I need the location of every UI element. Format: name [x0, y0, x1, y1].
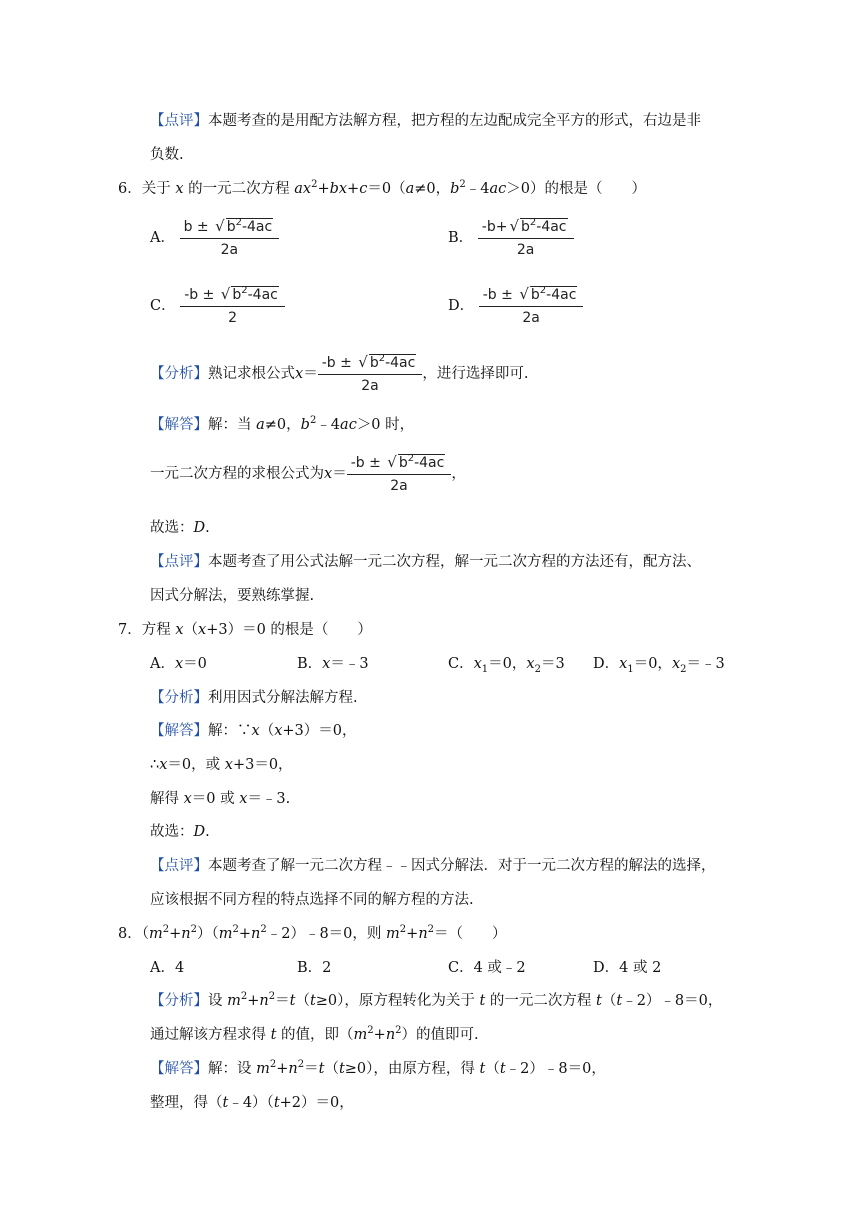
- analysis-8-cont: 通过解该方程求得 t 的值，即$(m^2+n^2)$的值即可.: [150, 1025, 479, 1043]
- option-7b: B．x＝﹣3: [297, 656, 369, 672]
- comment-line-cont: 负数.: [150, 147, 184, 163]
- formula-option-c: $\frac{-b \pm √ b^2-4ac}{2}$: [180, 284, 285, 328]
- option-7a: A．x＝0: [150, 656, 207, 672]
- comment-6-cont: 因式分解法，要熟练掌握.: [150, 588, 315, 604]
- solution-8-step1: 整理，得（t﹣4）（t+2）＝0，: [150, 1095, 354, 1111]
- option-7c: C．$x_1=0$，$x_2=3$: [448, 656, 565, 675]
- question-7-stem: 7．方程 x（x+3）＝0 的根是（ ）: [118, 622, 372, 638]
- option-8d: D．4 或 2: [593, 960, 662, 976]
- formula-solution: $\frac{-b \pm √ b^2-4ac}{2a}$: [347, 452, 452, 496]
- comment-7-cont: 应该根据不同方程的特点选择不同的解方程的方法.: [150, 892, 474, 908]
- option-7d: D．$x_1=0$，$x_2=﹣3$: [593, 656, 725, 675]
- option-8c: C．4 或﹣2: [448, 960, 526, 976]
- solution-6: 【解答】解：当 a≠0，$b^2﹣4ac>0$ 时，: [150, 415, 415, 433]
- solution-6-formula: 一元二次方程的求根公式为x＝ $\frac{-b \pm √ b^2-4ac}{2a}$ ，: [150, 453, 466, 494]
- option-6c: C． $\frac{-b \pm √ b^2-4ac}{2}$: [150, 284, 285, 328]
- question-8-stem: 8．$(m^2+n^2)(m^2+n^2﹣2)﹣8=0$，则 $m^2+n^2=$（ ）: [118, 924, 507, 942]
- option-6b: B． $\frac{-b+ √ b^2-4ac}{2a}$: [448, 216, 574, 260]
- comment-7: 【点评】本题考查了解一元二次方程﹣﹣因式分解法．对于一元二次方程的解法的选择，: [150, 858, 716, 874]
- comment-text: 本题考查的是用配方法解方程，把方程的左边配成完全平方的形式，右边是非: [208, 113, 701, 129]
- option-6d: D． $\frac{-b \pm √ b^2-4ac}{2a}$: [448, 284, 583, 328]
- solution-7-step2: 解得 x＝0 或 x＝﹣3.: [150, 791, 291, 807]
- solution-7-step1: ∴x＝0，或 x+3＝0，: [150, 757, 293, 773]
- comment-line: [150, 111, 701, 131]
- question-6-stem: 6．关于 x 的一元二次方程 $ax^2+bx+c=0(a\ne 0$，$b^2﹣4ac>0$）的根是（ ）: [118, 179, 647, 197]
- option-8b: B．2: [297, 960, 332, 976]
- analysis-7: 【分析】利用因式分解法解方程.: [150, 690, 358, 706]
- comment-6: 【点评】本题考查了用公式法解一元二次方程，解一元二次方程的方法还有，配方法、: [150, 554, 701, 570]
- option-6a: A． $\frac{b \pm √ b^2-4ac}{2a}$: [150, 216, 279, 260]
- answer-7: 故选：D.: [150, 824, 210, 840]
- formula-option-b: $\frac{-b+ √ b^2-4ac}{2a}$: [478, 216, 574, 260]
- formula-option-a: $\frac{b \pm √ b^2-4ac}{2a}$: [180, 216, 280, 260]
- option-8a: A．4: [150, 960, 185, 976]
- solution-8: 【解答】解：设 $m^2+n^2=t(t\ge 0)$，由原方程，得 t（t﹣2）﹣8＝0，: [150, 1059, 606, 1077]
- formula-analysis: $\frac{-b \pm √ b^2-4ac}{2a}$: [318, 352, 423, 396]
- answer-6: 故选：D.: [150, 520, 210, 536]
- analysis-8: 【分析】设 $m^2+n^2=t(t\ge 0)$，原方程转化为关于 t 的一元二次方程 t（t﹣2）﹣8＝0，: [150, 991, 723, 1009]
- comment-tag: 【点评】: [150, 113, 208, 129]
- analysis-6: 【分析】熟记求根公式x＝ $\frac{-b \pm √ b^2-4ac}{2a}$ ，进行选择即可.: [150, 353, 529, 394]
- solution-7: 【解答】解：∵x（x+3）＝0，: [150, 723, 357, 739]
- formula-option-d: $\frac{-b \pm √ b^2-4ac}{2a}$: [479, 284, 584, 328]
